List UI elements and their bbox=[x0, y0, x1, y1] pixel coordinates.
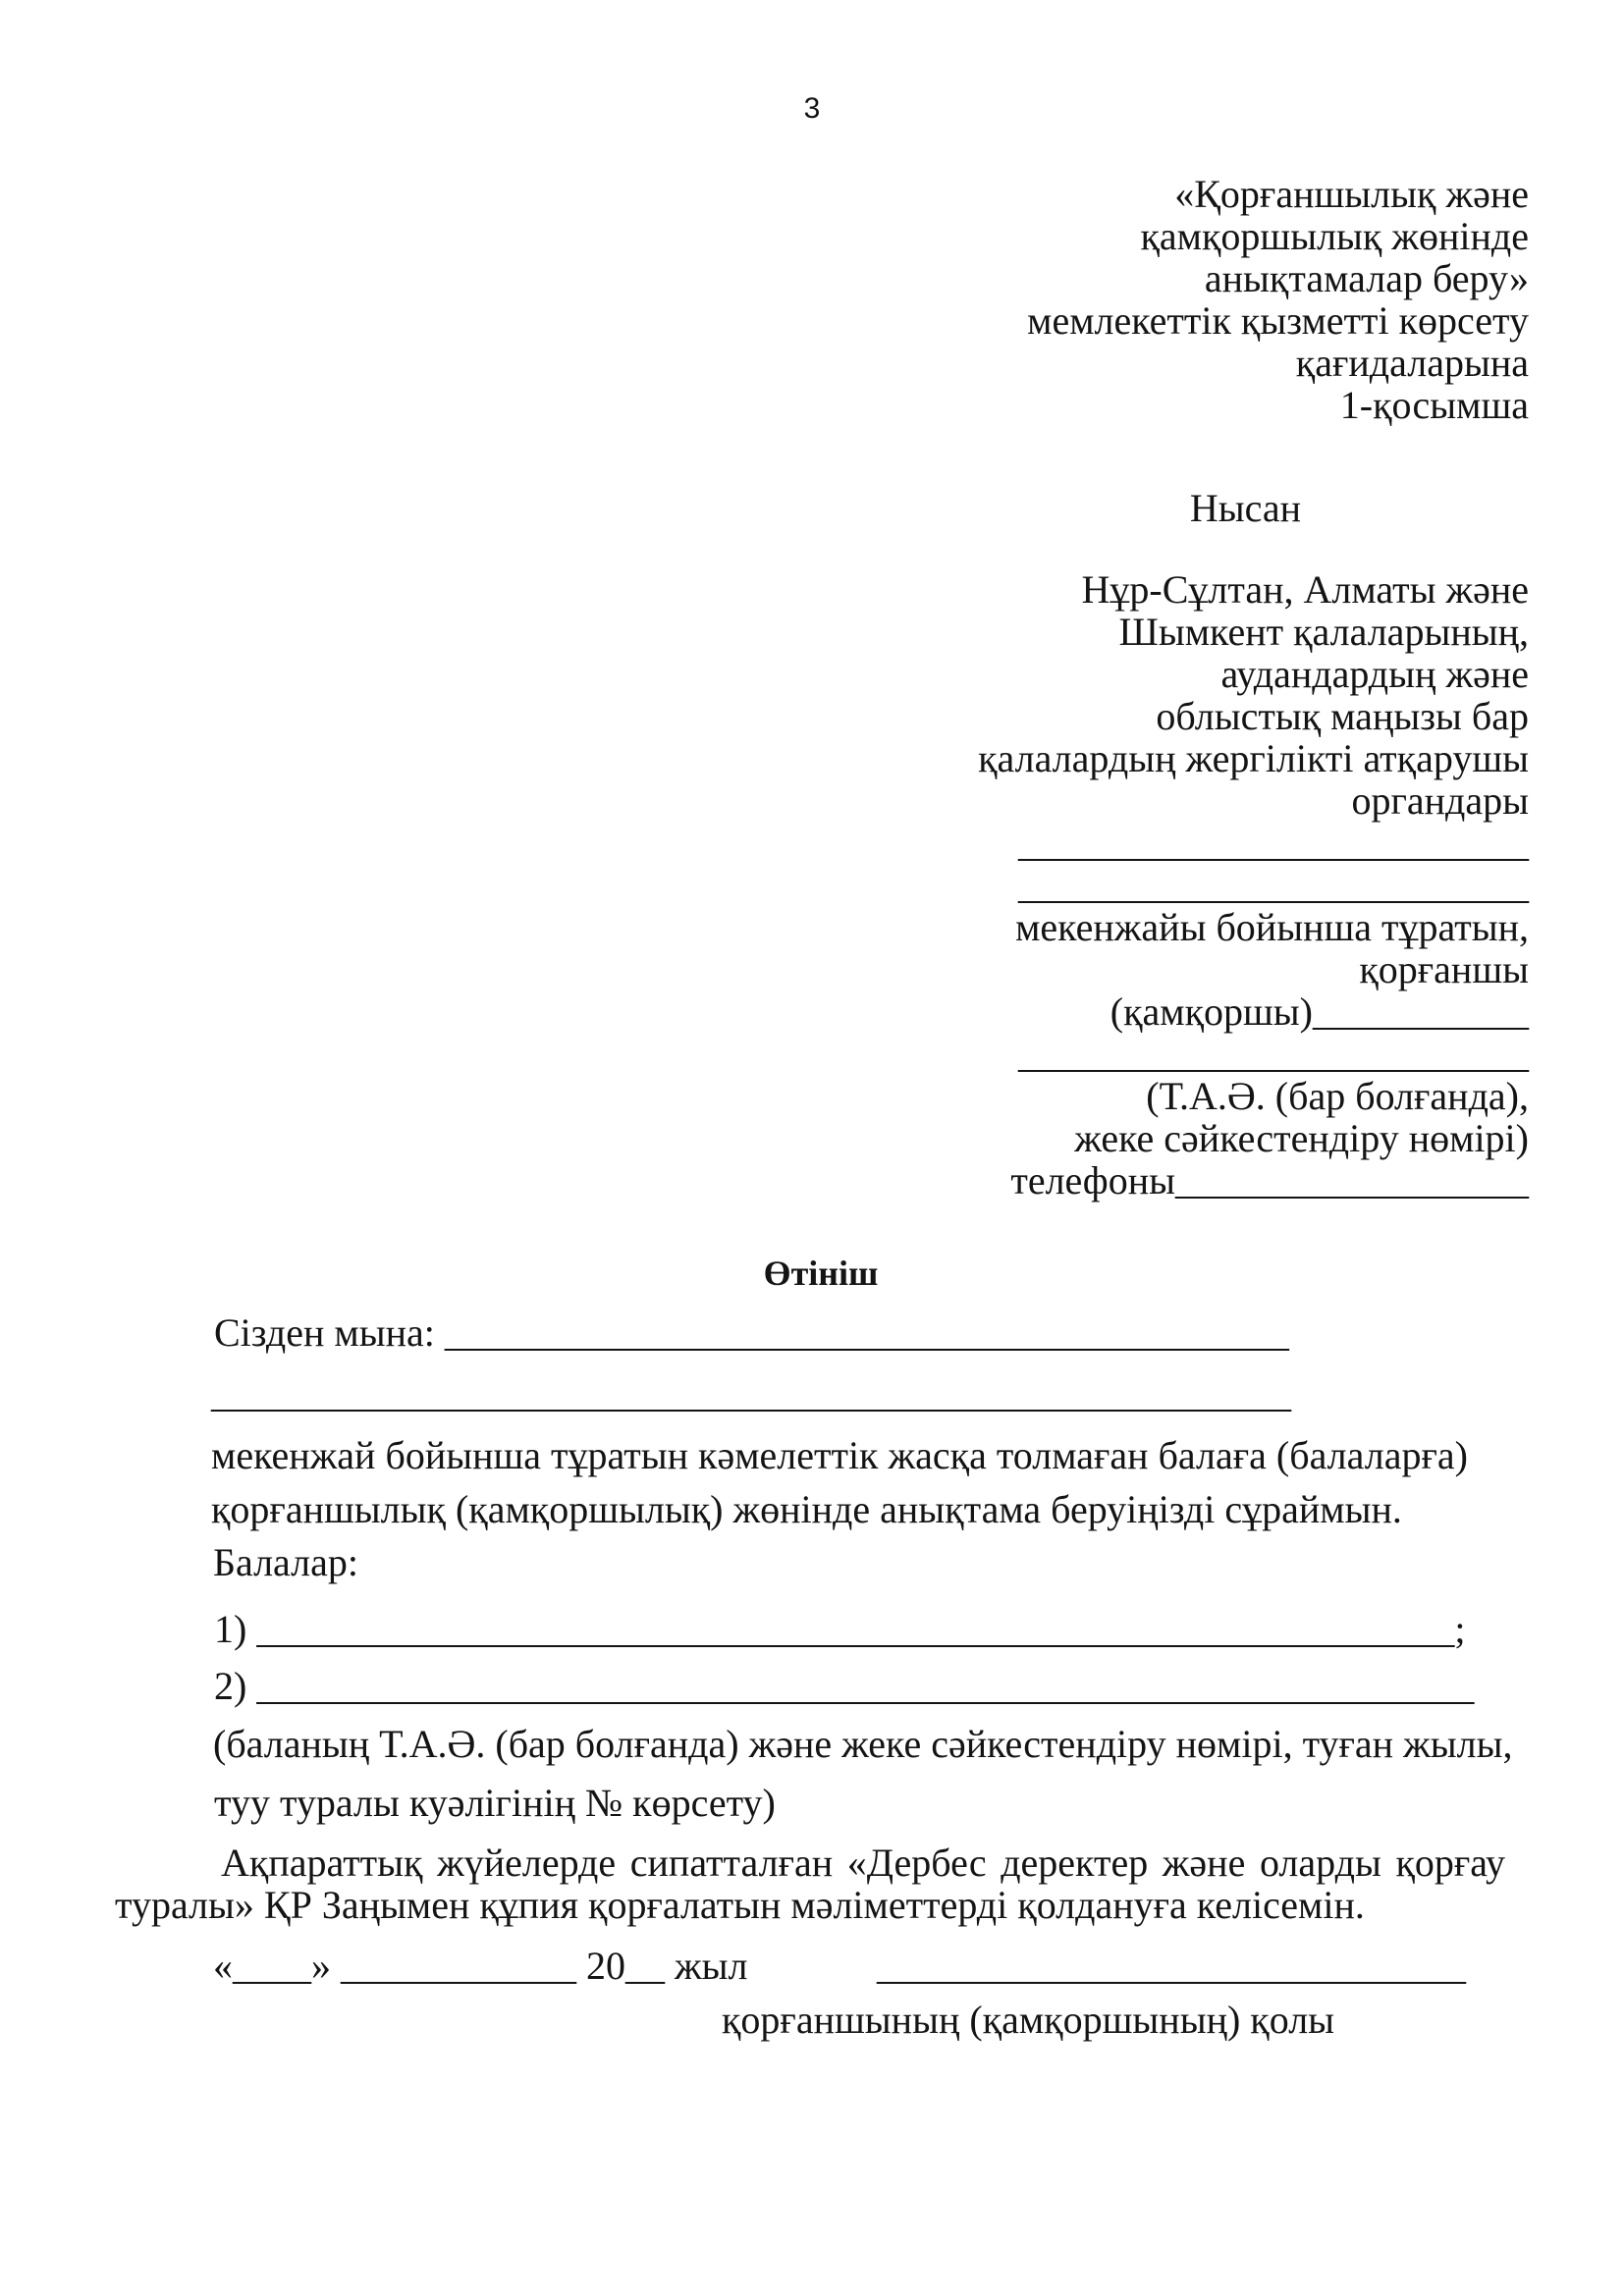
form-label: Нысан bbox=[1189, 486, 1302, 530]
child-entry-line-2 bbox=[214, 1665, 1474, 1708]
page-number: 3 bbox=[803, 92, 821, 125]
blank-field-line: __________________________ bbox=[1018, 1032, 1529, 1076]
rules-reference-line: қамқоршылық жөнінде bbox=[1140, 214, 1529, 258]
recipient-line: облыстық маңызы бар bbox=[1156, 694, 1529, 738]
request-blank-line-2: _______________________________________________________ bbox=[211, 1371, 1291, 1415]
recipient-line: органдары bbox=[1351, 778, 1529, 823]
recipient-note-line: (Т.А.Ә. (бар болғанда), bbox=[1146, 1074, 1529, 1118]
request-prefix: Сізден мына: bbox=[214, 1310, 445, 1355]
consent-line: Ақпараттық жүйелерде сипатталған «Дербес деректер және оларды қорғау bbox=[221, 1841, 1505, 1885]
blank-field-line: __________________________ bbox=[1018, 821, 1529, 865]
recipient-note-line: жеке сәйкестендіру нөмірі) bbox=[1074, 1116, 1529, 1160]
body-text-line: қорғаншылық (қамқоршылық) жөнінде анықтама беруіңізді сұраймын. bbox=[211, 1487, 1402, 1531]
application-title: Өтініш bbox=[763, 1254, 879, 1293]
consent-line: туралы» ҚР Заңымен құпия қорғалатын мәліметтерді қолдануға келісемін. bbox=[115, 1883, 1365, 1927]
child1-blank: _____________________________________________________________ bbox=[256, 1607, 1455, 1651]
note-line: туу туралы куәлігінің № көрсету) bbox=[214, 1781, 776, 1825]
recipient-line: Нұр-Сұлтан, Алматы және bbox=[1081, 567, 1529, 612]
child1-suffix: ; bbox=[1454, 1607, 1466, 1651]
recipient-line: аудандардың және bbox=[1220, 652, 1529, 696]
recipient-block bbox=[962, 568, 1529, 1201]
child2-blank: ______________________________________________________________ bbox=[256, 1664, 1475, 1708]
recipient-line: мекенжайы бойынша тұратын, bbox=[1015, 905, 1529, 949]
signature-blank-line: ______________________________ bbox=[877, 1944, 1466, 1988]
appendix-number-line: 1-қосымша bbox=[1339, 383, 1529, 427]
request-line bbox=[214, 1311, 1289, 1355]
recipient-line: қалалардың жергілікті атқарушы bbox=[978, 736, 1529, 780]
phone-blank-line: телефоны__________________ bbox=[1010, 1158, 1529, 1202]
recipient-line: қорғаншы bbox=[1359, 947, 1529, 991]
children-label: Балалар: bbox=[213, 1540, 358, 1584]
recipient-line: Шымкент қалаларының, bbox=[1118, 610, 1529, 654]
rules-reference-line: «Қорғаншылық және bbox=[1174, 172, 1529, 216]
blank-field-line: __________________________ bbox=[1018, 863, 1529, 907]
child1-prefix: 1) bbox=[214, 1607, 257, 1651]
rules-reference-line: мемлекеттік қызметті көрсету bbox=[1027, 298, 1529, 343]
guardian-blank-line: (қамқоршы)___________ bbox=[1110, 989, 1529, 1034]
body-text-line: мекенжай бойынша тұратын кәмелеттік жасқа толмаған балаға (балаларға) bbox=[211, 1433, 1468, 1477]
note-line: (баланың Т.А.Ә. (бар болғанда) және жеке сәйкестендіру нөмірі, туған жылы, bbox=[213, 1722, 1513, 1766]
date-line: «____» ____________ 20__ жыл bbox=[213, 1944, 748, 1988]
rules-reference-line: қағидаларына bbox=[1295, 341, 1529, 385]
child2-prefix: 2) bbox=[214, 1664, 257, 1708]
request-blank: ___________________________________________ bbox=[444, 1310, 1289, 1355]
child-entry-line-1 bbox=[214, 1608, 1465, 1651]
rules-reference-block bbox=[962, 173, 1529, 426]
signature-caption: қорғаншының (қамқоршының) қолы bbox=[722, 1998, 1335, 2042]
rules-reference-line: анықтамалар беру» bbox=[1204, 256, 1529, 300]
